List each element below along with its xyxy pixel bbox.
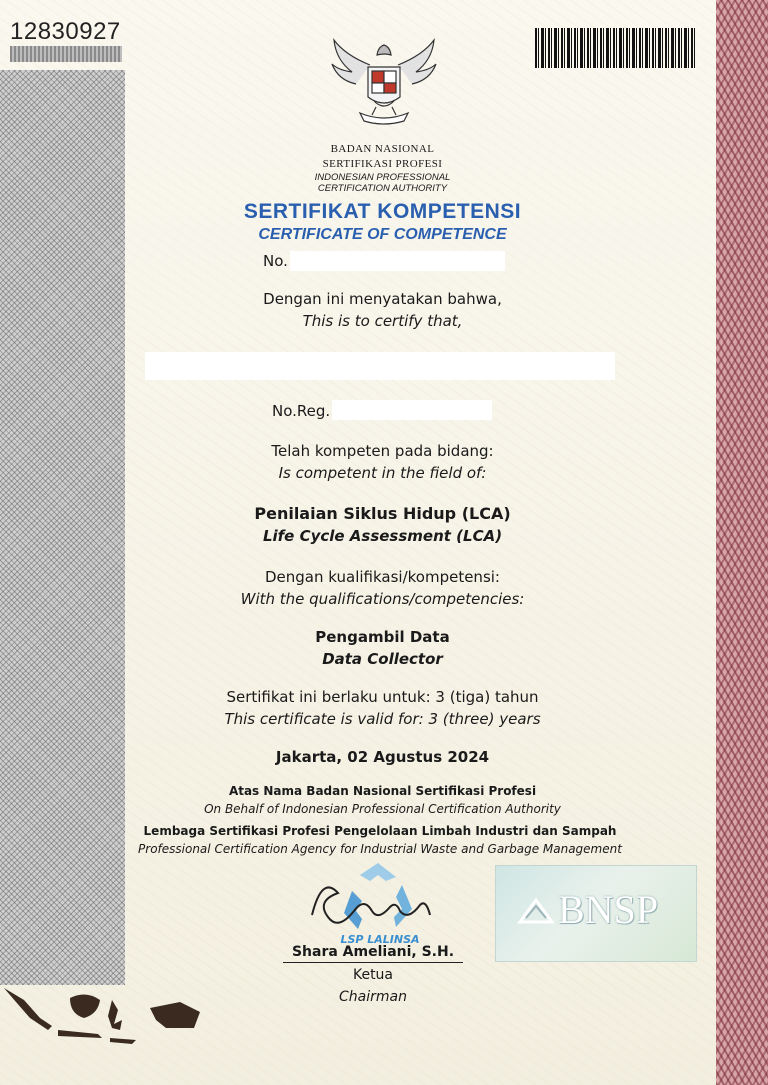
- lsp-recycle-logo-icon: [344, 863, 412, 929]
- lsp-agency-block: [120, 822, 640, 858]
- qualification-intro-block: [130, 566, 635, 610]
- bnsp-seal-icon: [516, 892, 556, 932]
- agency-name-en-line2: CERTIFICATION AUTHORITY: [317, 183, 448, 194]
- place-date: Jakarta, 02 Agustus 2024: [275, 748, 490, 766]
- competent-en: Is competent in the field of:: [278, 464, 487, 482]
- validity-id: Sertifikat ini berlaku untuk: 3 (tiga) tahun: [226, 688, 539, 706]
- on-behalf-en: On Behalf of Indonesian Professional Certification Authority: [204, 802, 561, 816]
- registration-label: No.Reg.: [272, 402, 331, 420]
- statement-id: Dengan ini menyatakan bahwa,: [263, 290, 502, 308]
- validity-block: [130, 686, 635, 730]
- garuda-emblem-icon: [330, 35, 438, 140]
- barcode: [535, 28, 695, 68]
- redacted-registration-number: [332, 400, 492, 420]
- agency-name-id-line1: BADAN NASIONAL: [330, 143, 435, 155]
- statement-block: [130, 288, 635, 332]
- qualification-intro-en: With the qualifications/competencies:: [240, 590, 525, 608]
- bnsp-hologram: [495, 865, 697, 962]
- redacted-certificate-number: [290, 251, 505, 271]
- competent-id: Telah kompeten pada bidang:: [271, 442, 494, 460]
- qualification-intro-id: Dengan kualifikasi/kompetensi:: [265, 568, 500, 586]
- signatory-role-id: Ketua: [352, 967, 394, 983]
- on-behalf-block: [130, 782, 635, 818]
- qualification-en: Data Collector: [322, 650, 443, 668]
- redacted-holder-name: [145, 352, 615, 380]
- agency-name-en-line1: INDONESIAN PROFESSIONAL: [314, 172, 451, 183]
- lsp-logo-text: LSP LALINSA: [340, 933, 420, 946]
- serial-number: 12830927: [10, 18, 121, 45]
- on-behalf-id: Atas Nama Badan Nasional Sertifikasi Profesi: [228, 784, 537, 798]
- agency-name-id: [130, 142, 635, 172]
- competent-block: [130, 440, 635, 484]
- validity-en: This certificate is valid for: 3 (three) years: [224, 710, 541, 728]
- signature-icon: [312, 887, 430, 922]
- serial-security-strip: [10, 46, 122, 62]
- field-en: Life Cycle Assessment (LCA): [262, 527, 503, 545]
- signatory-name: Shara Ameliani, S.H.: [291, 944, 455, 960]
- certificate-title-en: CERTIFICATE OF COMPETENCE: [258, 226, 507, 243]
- indonesia-map-icon: [0, 978, 230, 1068]
- signature-line: [283, 962, 463, 963]
- field-id: Penilaian Siklus Hidup (LCA): [254, 504, 511, 523]
- agency-name-id-line2: SERTIFIKASI PROFESI: [322, 158, 443, 170]
- left-guilloche-border: [0, 70, 125, 985]
- certificate-number-label: No.: [263, 252, 288, 270]
- qualification-id: Pengambil Data: [315, 628, 450, 646]
- field-block: [130, 503, 635, 547]
- right-guilloche-border: [716, 0, 768, 1085]
- statement-en: This is to certify that,: [302, 312, 463, 330]
- lsp-agency-id: Lembaga Sertifikasi Profesi Pengelolaan Limbah Industri dan Sampah: [143, 824, 617, 838]
- qualification-block: [130, 626, 635, 670]
- agency-name-en: [130, 172, 635, 194]
- lsp-agency-en: Professional Certification Agency for Industrial Waste and Garbage Management: [138, 842, 622, 856]
- bnsp-hologram-text: BNSP: [558, 887, 659, 932]
- certificate-title-id: SERTIFIKAT KOMPETENSI: [243, 200, 522, 223]
- signatory-role-en: Chairman: [339, 989, 407, 1005]
